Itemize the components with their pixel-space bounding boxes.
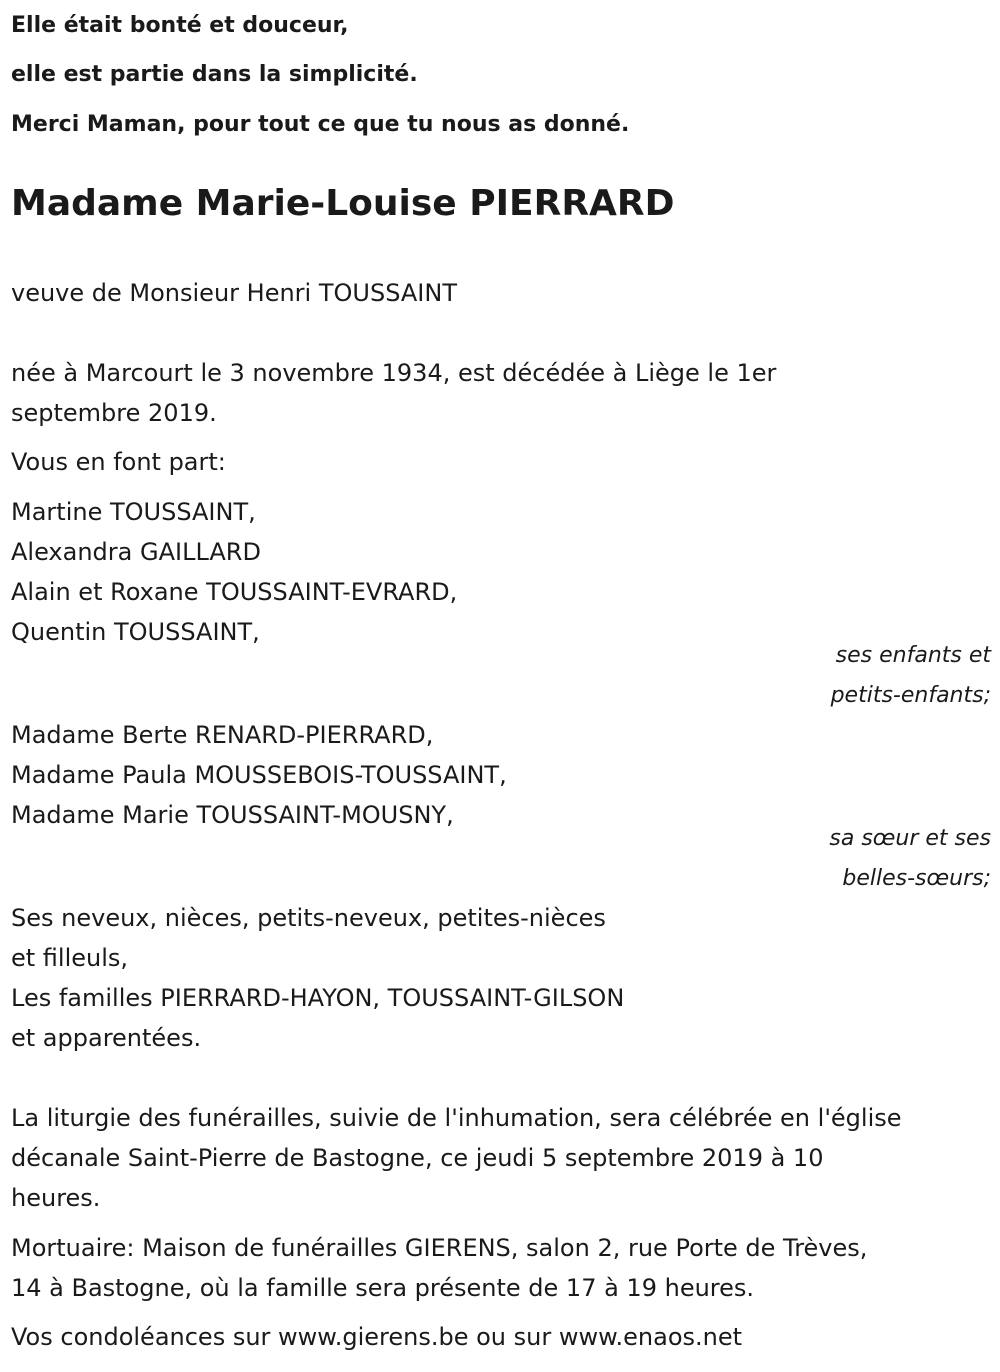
- children-list: [11, 492, 991, 652]
- list-item: et filleuls,: [11, 944, 129, 972]
- birth-death-line: née à Marcourt le 3 novembre 1934, est décédée à Liège le 1er: [11, 359, 777, 387]
- relation-line: belles-sœurs;: [842, 866, 991, 891]
- sisters-list: [11, 715, 991, 835]
- list-item: et apparentées.: [11, 1024, 202, 1052]
- relation-line: petits-enfants;: [830, 683, 991, 708]
- mortuary-line: Mortuaire: Maison de funérailles GIERENS, salon 2, rue Porte de Trèves,: [11, 1234, 868, 1262]
- list-item: Martine TOUSSAINT,: [11, 498, 256, 526]
- funeral-paragraph: [11, 1098, 991, 1218]
- list-item: Ses neveux, nièces, petits-neveux, petites-nièces: [11, 904, 606, 932]
- list-item: Madame Paula MOUSSEBOIS-TOUSSAINT,: [11, 761, 507, 789]
- list-item: Alexandra GAILLARD: [11, 538, 261, 566]
- epitaph-line-3: Merci Maman, pour tout ce que tu nous as donné.: [11, 112, 630, 137]
- list-item: Madame Berte RENARD-PIERRARD,: [11, 721, 434, 749]
- relation-line: sa sœur et ses: [829, 826, 991, 851]
- sisters-relation: [691, 819, 991, 899]
- epitaph-line-2: elle est partie dans la simplicité.: [11, 62, 418, 87]
- list-item: Quentin TOUSSAINT,: [11, 618, 260, 646]
- children-relation: [691, 636, 991, 716]
- birth-death-line: septembre 2019.: [11, 399, 217, 427]
- list-item: Alain et Roxane TOUSSAINT-EVRARD,: [11, 578, 458, 606]
- funeral-line: heures.: [11, 1184, 101, 1212]
- funeral-line: La liturgie des funérailles, suivie de l'inhumation, sera célébrée en l'église: [11, 1104, 902, 1132]
- funeral-line: décanale Saint-Pierre de Bastogne, ce jeudi 5 septembre 2019 à 10: [11, 1144, 824, 1172]
- birth-death-paragraph: [11, 353, 991, 433]
- announce-intro: Vous en font part:: [11, 448, 226, 476]
- extended-family-list: [11, 898, 991, 1058]
- list-item: Les familles PIERRARD-HAYON, TOUSSAINT-GILSON: [11, 984, 625, 1012]
- mortuary-line: 14 à Bastogne, où la famille sera présente de 17 à 19 heures.: [11, 1274, 755, 1302]
- condolences-line: Vos condoléances sur www.gierens.be ou sur www.enaos.net: [11, 1323, 743, 1351]
- epitaph-line-1: Elle était bonté et douceur,: [11, 13, 349, 38]
- mortuary-paragraph: [11, 1228, 991, 1308]
- relation-line: ses enfants et: [835, 643, 991, 668]
- widow-of-line: veuve de Monsieur Henri TOUSSAINT: [11, 279, 457, 307]
- list-item: Madame Marie TOUSSAINT-MOUSNY,: [11, 801, 454, 829]
- deceased-name: Madame Marie-Louise PIERRARD: [11, 183, 675, 224]
